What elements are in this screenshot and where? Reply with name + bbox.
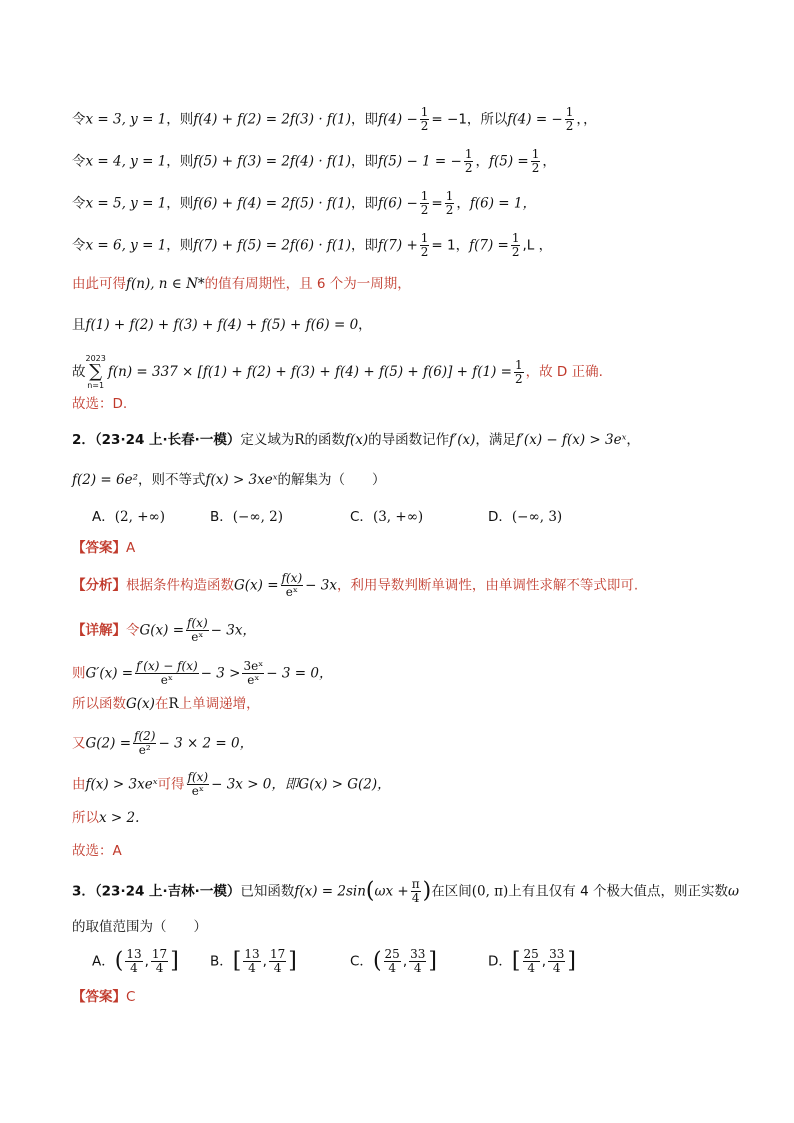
summation-symbol: 2023 ∑ n=1 bbox=[85, 354, 106, 390]
fraction: $\frac{1}{2}$ bbox=[464, 147, 473, 175]
q2-detail-3: 所以函数G(x)在R上单调递增， bbox=[72, 696, 260, 712]
q2-detail-5: 由f(x) > 3xeˣ可得 $\frac{f(x)}{\text{eˣ}}$ − 3x > 0，即G(x) > G(2)， bbox=[72, 770, 391, 798]
derivation-line-1: 令x = 3, y = 1，则f(4) + f(2) = 2f(3) · f(1)，即f(4) − $\frac{1}{2}$ = −1，所以f(4) = − $\frac{1}{2}$ ，， bbox=[72, 105, 597, 133]
fraction: $\frac{1}{2}$ bbox=[420, 105, 429, 133]
q2-analysis: 【分析】根据条件构造函数G(x) = $\frac{f(x)}{\text{eˣ}}$ − 3x，利用导数判断单调性，由单调性求解不等式即可. bbox=[72, 571, 639, 599]
q3-option-d: D．[ $\frac{25}{4}$ , $\frac{33}{4}$ ] bbox=[488, 947, 576, 975]
q2-option-a: A．(2, +∞) bbox=[92, 509, 166, 525]
q2-detail-4: 又G(2) = $\frac{f(2)}{\text{e²}}$ − 3 × 2 = 0， bbox=[72, 729, 254, 757]
question-3-stem-line-2: 的取值范围为（ ） bbox=[72, 919, 207, 935]
q2-option-c: C．(3, +∞) bbox=[350, 509, 424, 525]
fraction: $\frac{1}{2}$ bbox=[531, 147, 540, 175]
q2-detail-6: 所以x > 2. bbox=[72, 810, 140, 826]
fraction: $\frac{1}{2}$ bbox=[565, 105, 574, 133]
question-2-stem-line-2: f(2) = 6e²，则不等式f(x) > 3xeˣ的解集为（ ） bbox=[72, 472, 386, 488]
total-sum-line: 故2023 ∑ n=1f(n) = 337 × [f(1) + f(2) + f(3) + f(4) + f(5) + f(6)] + f(1) = $\frac{1}{2}$ ，故 D 正确. bbox=[72, 354, 603, 390]
fraction: $\frac{f'(x) - f(x)}{\text{eˣ}}$ bbox=[136, 659, 198, 687]
choose-line-q2: 故选：A bbox=[72, 843, 122, 859]
q2-detail-2: 则G′(x) = $\frac{f'(x) - f(x)}{\text{eˣ}}$ − 3 > $\frac{\text{3eˣ}}{\text{eˣ}}$ − 3 = 0， bbox=[72, 659, 333, 687]
q3-option-b: B．[ $\frac{13}{4}$ , $\frac{17}{4}$ ] bbox=[210, 947, 297, 975]
choose-line-q1: 故选：D. bbox=[72, 396, 128, 412]
fraction: $\frac{f(2)}{\text{e²}}$ bbox=[134, 729, 156, 757]
q3-option-c: C．( $\frac{25}{4}$ , $\frac{33}{4}$ ] bbox=[350, 947, 437, 975]
q2-detail-1: 【详解】令G(x) = $\frac{f(x)}{\text{eˣ}}$ − 3x， bbox=[72, 616, 256, 644]
periodicity-line: 由此可得f(n), n ∈ N*的值有周期性，且 6 个为一周期， bbox=[72, 276, 411, 292]
fraction: $\frac{f(x)}{\text{eˣ}}$ bbox=[281, 571, 303, 599]
sum-zero-line: 且f(1) + f(2) + f(3) + f(4) + f(5) + f(6) = 0， bbox=[72, 317, 372, 333]
q3-answer: 【答案】C bbox=[72, 989, 136, 1005]
q2-answer: 【答案】A bbox=[72, 540, 136, 556]
q2-option-b: B．(−∞, 2) bbox=[210, 509, 284, 525]
fraction: $\frac{\pi}{4}$ bbox=[411, 877, 420, 905]
q2-option-d: D．(−∞, 3) bbox=[488, 509, 563, 525]
fraction: $\frac{1}{2}$ bbox=[514, 357, 523, 386]
question-3-stem: 3．（23·24 上·吉林·一模）已知函数f(x) = 2sin(ωx + $\frac{\pi}{4}$ )在区间(0, π)上有且仅有 4 个极大值点，则正实数ω bbox=[72, 877, 739, 905]
fraction: $\frac{1}{2}$ bbox=[511, 231, 520, 259]
derivation-line-4: 令x = 6, y = 1，则f(7) + f(5) = 2f(6) · f(1)，即f(7) + $\frac{1}{2}$ = 1，f(7) = $\frac{1}{2}$ ,L ， bbox=[72, 231, 553, 259]
fraction: $\frac{f(x)}{\text{eˣ}}$ bbox=[187, 616, 208, 644]
derivation-line-2: 令x = 4, y = 1，则f(5) + f(3) = 2f(4) · f(1)，即f(5) − 1 = − $\frac{1}{2}$ ，f(5) = $\frac{1}{2}$ ， bbox=[72, 147, 556, 175]
derivation-line-3: 令x = 5, y = 1，则f(6) + f(4) = 2f(5) · f(1)，即f(6) − $\frac{1}{2}$ = $\frac{1}{2}$ ，f(6) = 1， bbox=[72, 189, 536, 217]
fraction: $\frac{\text{3eˣ}}{\text{eˣ}}$ bbox=[243, 659, 264, 687]
question-2-stem: 2．（23·24 上·长春·一模）定义域为R的函数f(x)的导函数记作f′(x)，满足f′(x) − f(x) > 3eˣ， bbox=[72, 432, 640, 448]
fraction: $\frac{1}{2}$ bbox=[420, 231, 429, 259]
q3-option-a: A．( $\frac{13}{4}$ , $\frac{17}{4}$ ] bbox=[92, 947, 179, 975]
fraction: $\frac{1}{2}$ bbox=[445, 189, 454, 217]
fraction: $\frac{f(x)}{\text{eˣ}}$ bbox=[187, 770, 209, 798]
fraction: $\frac{1}{2}$ bbox=[420, 189, 429, 217]
